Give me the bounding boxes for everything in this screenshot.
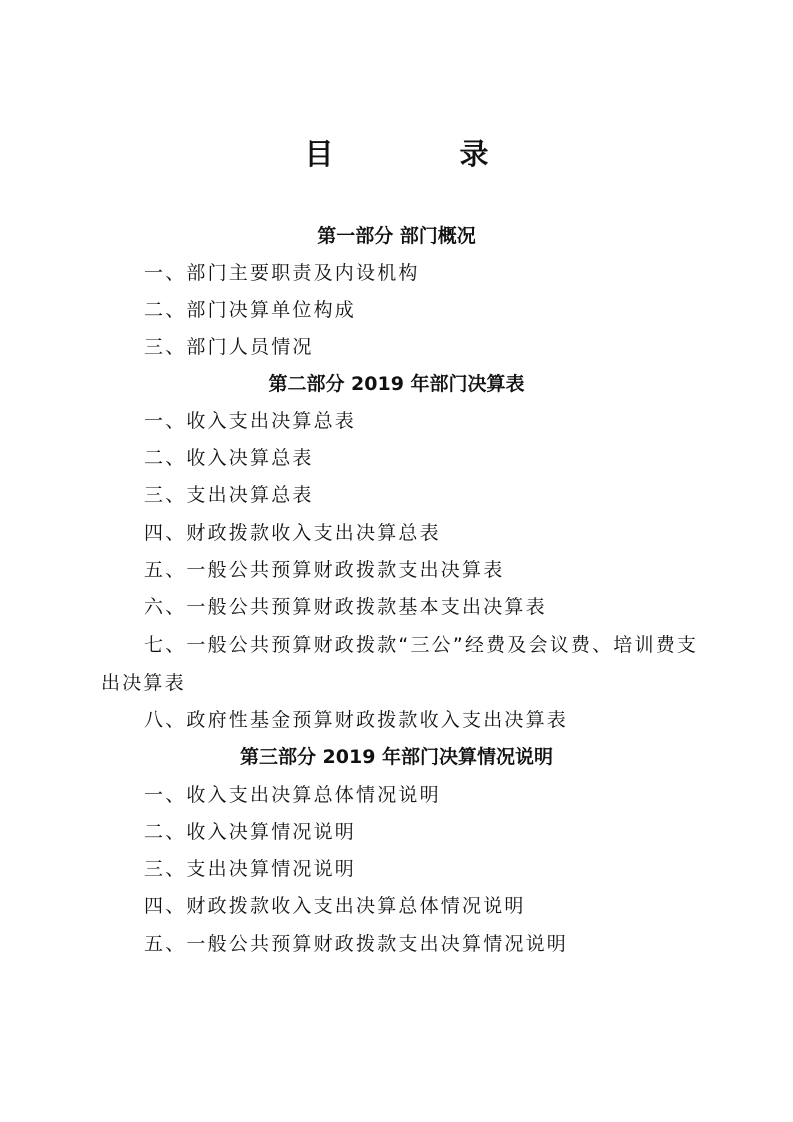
- section-heading-part2: 第二部分 2019 年部门决算表: [268, 373, 525, 395]
- toc-item: 四、财政拨款收入支出决算总体情况说明: [144, 895, 526, 917]
- toc-item: 八、政府性基金预算财政拨款收入支出决算表: [144, 709, 569, 731]
- toc-item: 一、部门主要职责及内设机构: [144, 262, 420, 284]
- toc-item: 五、一般公共预算财政拨款支出决算表: [144, 559, 505, 581]
- toc-item: 二、收入决算总表: [144, 447, 314, 469]
- toc-item: 一、收入支出决算总体情况说明: [144, 784, 441, 806]
- toc-item: 三、部门人员情况: [144, 336, 314, 358]
- section-heading-part1: 第一部分 部门概况: [317, 225, 476, 247]
- toc-item: 二、收入决算情况说明: [144, 821, 357, 843]
- toc-item: 四、财政拨款收入支出决算总表: [144, 522, 441, 544]
- toc-item: 二、部门决算单位构成: [144, 299, 357, 321]
- toc-item-wrapped: 七、一般公共预算财政拨款“三公”经费及会议费、培训费支出决算表: [101, 634, 699, 694]
- toc-item: 五、一般公共预算财政拨款支出决算情况说明: [144, 933, 569, 955]
- section-heading-part3: 第三部分 2019 年部门决算情况说明: [239, 746, 554, 768]
- toc-item: 一、收入支出决算总表: [144, 410, 357, 432]
- toc-item: 三、支出决算情况说明: [144, 858, 357, 880]
- toc-item: 六、一般公共预算财政拨款基本支出决算表: [144, 596, 547, 618]
- toc-item: 三、支出决算总表: [144, 484, 314, 506]
- page-title: 目 录: [304, 137, 547, 171]
